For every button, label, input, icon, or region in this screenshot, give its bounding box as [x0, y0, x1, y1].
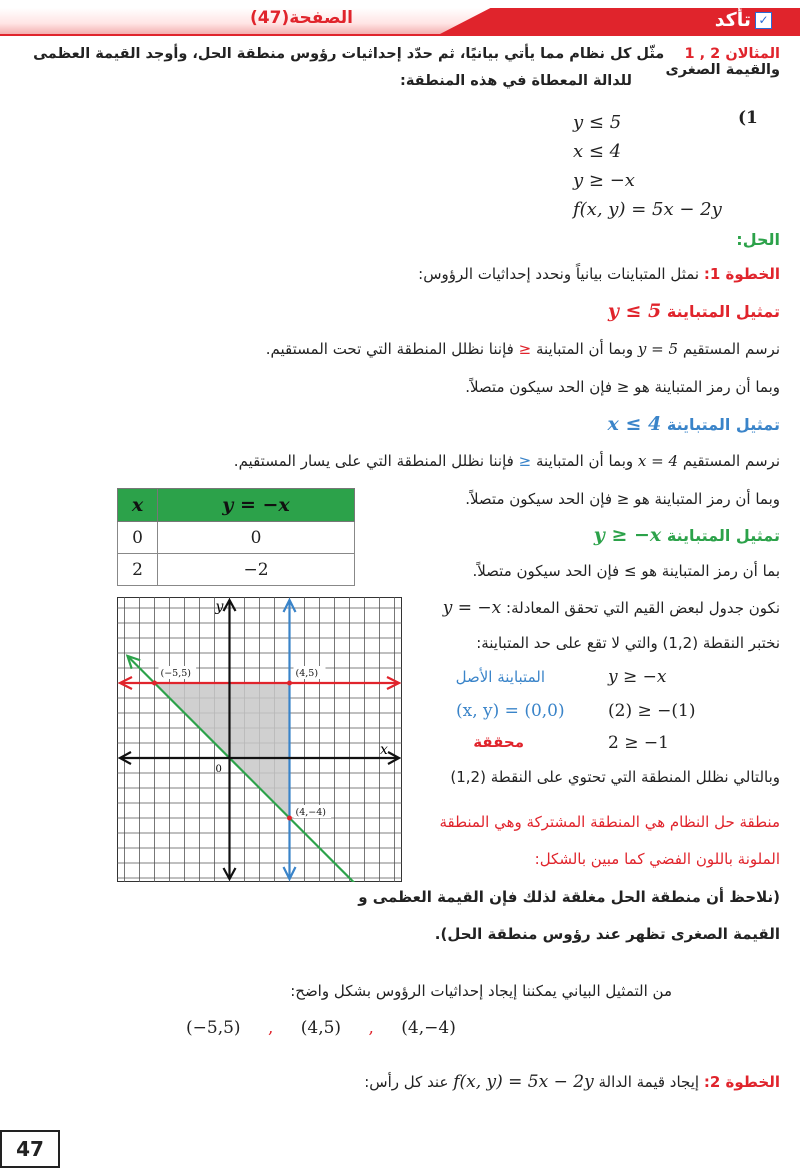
- vertex-dot: [287, 816, 292, 821]
- system-list: [573, 108, 722, 224]
- region-note1: (نلاحظ أن منطقة الحل مغلقة لذلك فإن القيمة العظمى و: [358, 888, 780, 906]
- region-note2: القيمة الصغرى تظهر عند رؤوس منطقة الحل).: [434, 925, 780, 943]
- step1-label: الخطوة 1:: [703, 265, 780, 283]
- checkbox-icon: ✓: [755, 12, 772, 29]
- section-x4-line2: وبما أن رمز المتباينة هو ≤ فإن الحد سيكون متصلاً.: [465, 490, 780, 508]
- x-axis-label: x: [380, 742, 388, 758]
- separator: ,: [368, 1018, 374, 1038]
- symbol: ≤: [518, 452, 532, 470]
- text: عند كل رأس:: [364, 1073, 449, 1091]
- table-row: [118, 554, 355, 586]
- table-header-y: y = −x: [158, 489, 355, 522]
- vertex-1: (−5,5): [186, 1018, 241, 1038]
- cell: −2: [158, 554, 355, 586]
- section-ymx-title-text: تمثيل المتباينة: [666, 526, 780, 545]
- math: f(x, y) = 5x − 2y: [453, 1072, 594, 1092]
- question-number: (1: [738, 108, 758, 128]
- test-left-3: محققة: [473, 733, 524, 751]
- values-table: [117, 488, 355, 586]
- text: وبما أن المتباينة: [535, 452, 634, 470]
- page-number: 47: [0, 1130, 60, 1168]
- section-x4-title-text: تمثيل المتباينة: [666, 415, 780, 434]
- question-tag: المثالان 2 , 1: [684, 46, 780, 62]
- table-row: [118, 522, 355, 554]
- test-right-2: (2) ≥ −(1): [608, 701, 696, 721]
- math: y = 5: [637, 340, 679, 358]
- section-y5-line2: وبما أن رمز المتباينة هو ≤ فإن الحد سيكون متصلاً.: [465, 378, 780, 396]
- cell: 2: [118, 554, 158, 586]
- vertex-label: (4,−4): [295, 807, 326, 818]
- system-eq-2: x ≤ 4: [573, 141, 622, 162]
- confirm-label: تأكد: [714, 9, 751, 31]
- vertices-intro: من التمثيل البياني يمكننا إيجاد إحداثيات الرؤوس بشكل واضح:: [290, 982, 672, 1000]
- header-bar: [0, 8, 800, 34]
- text: وبما أن المتباينة: [535, 340, 634, 358]
- section-ymx-line1: بما أن رمز المتباينة هو ≥ فإن الحد سيكون متصلاً.: [472, 562, 780, 580]
- system-eq-3: y ≥ −x: [573, 170, 635, 191]
- system-eq-4: f(x, y) = 5x − 2y: [573, 199, 722, 220]
- system-eq-1: y ≤ 5: [573, 112, 622, 133]
- region-line1: منطقة حل النظام هي المنطقة المشتركة وهي المنطقة: [439, 813, 780, 831]
- region-line2: الملونة باللون الفضي كما مبين بالشكل:: [534, 850, 780, 868]
- math: y = −x: [442, 598, 502, 618]
- vertex-3: (4,−4): [401, 1018, 456, 1038]
- question-text-2: للدالة المعطاة في هذه المنطقة:: [400, 73, 632, 89]
- vertex-dot: [152, 681, 157, 686]
- section-y5-title-math: y ≤ 5: [607, 300, 662, 322]
- section-ymx-line3: نختبر النقطة (1,2) والتي لا تقع على حد المتباينة:: [476, 634, 780, 652]
- vertex-label: (4,5): [295, 668, 319, 679]
- solution-label: الحل:: [736, 230, 780, 249]
- section-y5-title-text: تمثيل المتباينة: [666, 302, 780, 321]
- text: نرسم المستقيم: [682, 340, 780, 358]
- section-y5-line1: [266, 340, 780, 358]
- question-line-1: [10, 46, 780, 78]
- step1-text: نمثل المتباينات بيانياً ونحدد إحداثيات الرؤوس:: [418, 265, 700, 283]
- section-y5-title: [608, 300, 780, 322]
- origin-label: 0: [215, 764, 222, 775]
- test-left-1: المتباينة الأصل: [455, 668, 545, 686]
- cell: 0: [118, 522, 158, 554]
- separator: ,: [267, 1018, 274, 1038]
- cell: 0: [158, 522, 355, 554]
- text: إيجاد قيمة الدالة: [598, 1073, 700, 1091]
- section-ymx-line2: [443, 598, 780, 618]
- table-header-x: x: [118, 489, 158, 522]
- section-x4-title: [608, 413, 780, 435]
- y-axis-label: y: [215, 599, 224, 615]
- section-ymx-title: [594, 524, 780, 546]
- confirm-title: [715, 9, 772, 31]
- step1-line: [418, 265, 780, 283]
- vertex-dot: [287, 681, 292, 686]
- question-text-1: مثّل كل نظام مما يأتي بيانيًا، ثم حدّد إحداثيات رؤوس منطقة الحل، وأوجد القيمة العظمى والقيمة الصغرى: [33, 46, 780, 78]
- symbol: ≤: [518, 340, 532, 358]
- step2-line: [364, 1072, 780, 1092]
- test-right-3: 2 ≥ −1: [608, 733, 669, 753]
- section-x4-title-math: x ≤ 4: [607, 413, 662, 435]
- math: x = 4: [637, 452, 679, 470]
- vertex-label: (−5,5): [160, 668, 191, 679]
- section-ymx-title-math: y ≥ −x: [593, 524, 662, 546]
- test-left-2: (x, y) = (0,0): [456, 701, 565, 721]
- text: نرسم المستقيم: [682, 452, 780, 470]
- section-x4-line1: [234, 452, 780, 470]
- inequality-graph: [117, 597, 402, 882]
- step2-label: الخطوة 2:: [703, 1073, 780, 1091]
- test-right-1: y ≥ −x: [608, 667, 667, 687]
- vertices-list: [186, 1018, 456, 1038]
- section-ymx-line4: وبالتالي نظلل المنطقة التي تحتوي على النقطة (1,2): [450, 768, 780, 786]
- page-reference: الصفحة(47): [250, 8, 353, 28]
- vertex-2: (4,5): [300, 1018, 342, 1038]
- text: نكون جدول لبعض القيم التي تحقق المعادلة:: [506, 599, 780, 617]
- text: فإننا نظلل المنطقة التي على يسار المستقيم.: [233, 452, 514, 470]
- text: فإننا نظلل المنطقة التي تحت المستقيم.: [265, 340, 514, 358]
